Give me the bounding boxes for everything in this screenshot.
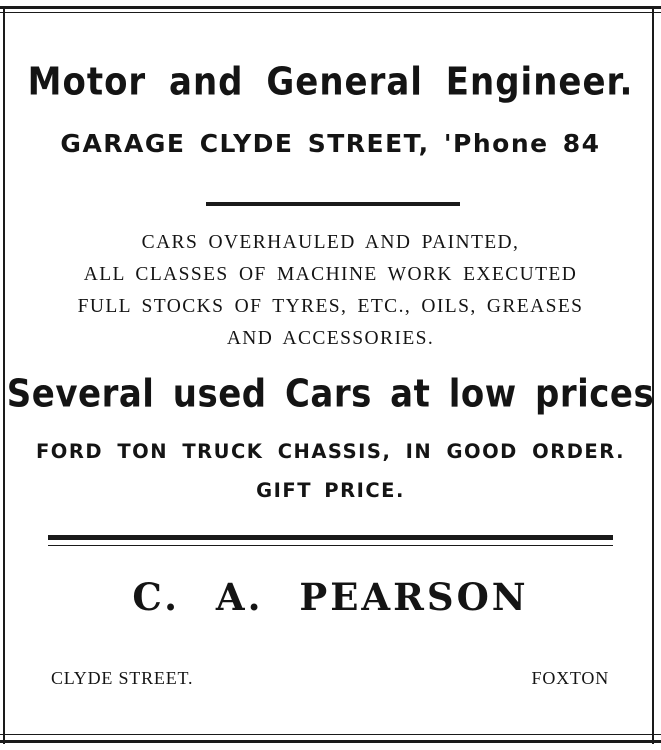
service-line: FULL STOCKS OF TYRES, ETC., OILS, GREASES — [77, 296, 584, 317]
section-divider-long — [48, 535, 613, 540]
garage-address-line: GARAGE CLYDE STREET, 'Phone 84 — [60, 129, 601, 158]
proprietor-name: C. A. PEARSON — [132, 575, 529, 619]
town-label: FOXTON — [531, 668, 609, 688]
offer-detail: FORD TON TRUCK CHASSIS, IN GOOD ORDER. — [35, 440, 626, 463]
top-border-rule-thin — [0, 12, 661, 13]
bottom-border-rule — [0, 740, 661, 743]
headline: Motor and General Engineer. — [27, 59, 634, 105]
offer-headline: Several used Cars at low prices — [6, 371, 655, 417]
top-border-rule — [0, 6, 661, 9]
service-line: AND ACCESSORIES. — [226, 328, 435, 349]
service-line: ALL CLASSES OF MACHINE WORK EXECUTED — [83, 264, 578, 285]
bottom-border-rule-thin — [0, 734, 661, 735]
street-label: CLYDE STREET. — [51, 668, 194, 688]
section-divider-long-thin — [48, 545, 613, 546]
offer-price: GIFT PRICE. — [256, 479, 405, 502]
section-divider-short — [206, 202, 460, 206]
service-line: CARS OVERHAULED AND PAINTED, — [141, 232, 520, 253]
